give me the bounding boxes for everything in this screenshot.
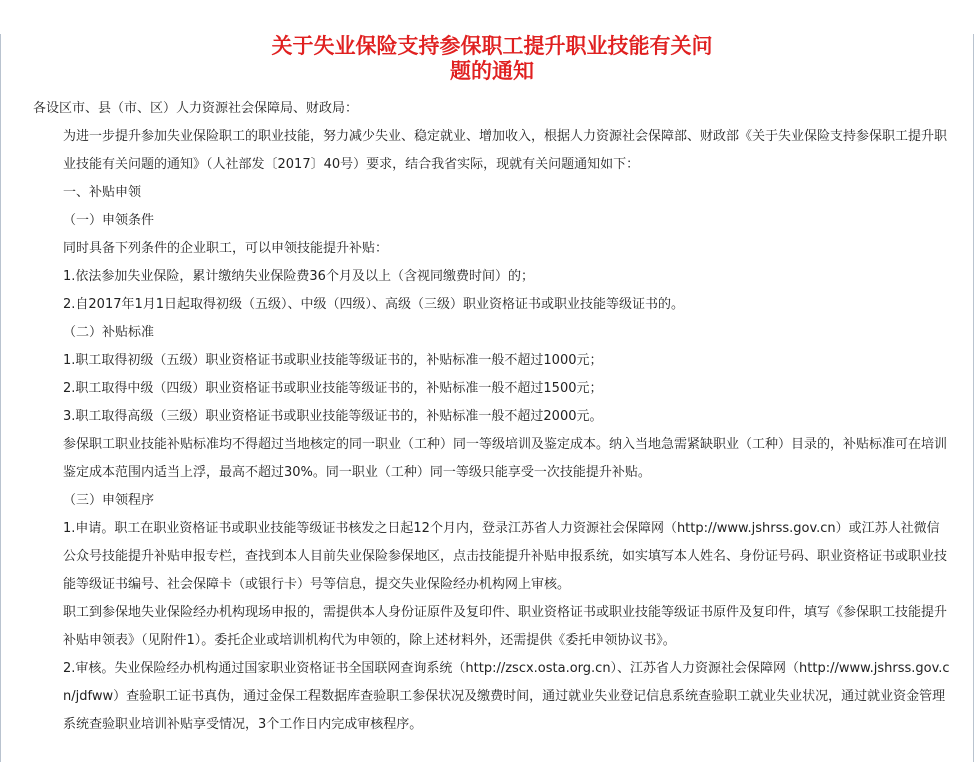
section-heading-1: 一、补贴申领 [63, 185, 142, 200]
subsection-heading-3: （三）申领程序 [63, 493, 155, 508]
document-page [0, 34, 974, 762]
condition-item-1: 1.依法参加失业保险，累计缴纳失业保险费36个月及以上（含视同缴费时间）的； [63, 269, 534, 284]
standard-item-1: 1.职工取得初级（五级）职业资格证书或职业技能等级证书的，补贴标准一般不超过1000元； [63, 353, 603, 368]
addressee: 各设区市、县（市、区）人力资源社会保障局、财政局： [33, 101, 359, 116]
procedure-item-1-onsite: 职工到参保地失业保险经办机构现场申报的，需提供本人身份证原件及复印件、职业资格证书或职业技能等级证书原件及复印件，填写《参保职工技能提升补贴申领表》（见附件1）。委托企业或培训机构代为申领的，除上述材料外，还需提供《委托申领协议书》。 [63, 605, 948, 648]
document-title [33, 34, 951, 84]
subsection-heading-1: （一）申领条件 [63, 213, 155, 228]
standard-item-2: 2.职工取得中级（四级）职业资格证书或职业技能等级证书的，补贴标准一般不超过1500元； [63, 381, 603, 396]
standard-item-3: 3.职工取得高级（三级）职业资格证书或职业技能等级证书的，补贴标准一般不超过2000元。 [63, 409, 603, 424]
title-line-1: 关于失业保险支持参保职工提升职业技能有关问 [271, 34, 713, 58]
procedure-item-1: 1.申请。职工在职业资格证书或职业技能等级证书核发之日起12个月内，登录江苏省人力资源社会保障网（http://www.jshrss.gov.cn）或江苏人社微信公众号技能提升补贴申报专栏，查找到本人目前失业保险参保地区，点击技能提升补贴申报系统，如实填写本人姓名、身份证号码、职业资格证书或职业技能等级证书编号、社会保障卡（或银行卡）号等信息，提交失业保险经办机构网上审核。 [63, 521, 948, 592]
subsection-heading-2: （二）补贴标准 [63, 325, 155, 340]
condition-item-2: 2.自2017年1月1日起取得初级（五级）、中级（四级）、高级（三级）职业资格证书或职业技能等级证书的。 [63, 297, 685, 312]
intro-paragraph: 为进一步提升参加失业保险职工的职业技能，努力减少失业、稳定就业、增加收入，根据人力资源社会保障部、财政部《关于失业保险支持参保职工提升职业技能有关问题的通知》（人社部发〔2017〕40号）要求，结合我省实际，现就有关问题通知如下： [63, 129, 948, 172]
procedure-item-2: 2.审核。失业保险经办机构通过国家职业资格证书全国联网查询系统（http://zscx.osta.org.cn）、江苏省人力资源社会保障网（http://www.jshrss.gov.cn/jdfww）查验职工证书真伪，通过金保工程数据库查验职工参保状况及缴费时间，通过就业失业登记信息系统查验职工就业失业状况，通过就业资金管理系统查验职业培训补贴享受情况，3个工作日内完成审核程序。 [63, 661, 950, 732]
title-line-2: 题的通知 [450, 59, 534, 83]
conditions-intro: 同时具备下列条件的企业职工，可以申领技能提升补贴： [63, 241, 389, 256]
standard-note: 参保职工职业技能补贴标准均不得超过当地核定的同一职业（工种）同一等级培训及鉴定成本。纳入当地急需紧缺职业（工种）目录的，补贴标准可在培训鉴定成本范围内适当上浮，最高不超过30%。同一职业（工种）同一等级只能享受一次技能提升补贴。 [63, 437, 948, 480]
